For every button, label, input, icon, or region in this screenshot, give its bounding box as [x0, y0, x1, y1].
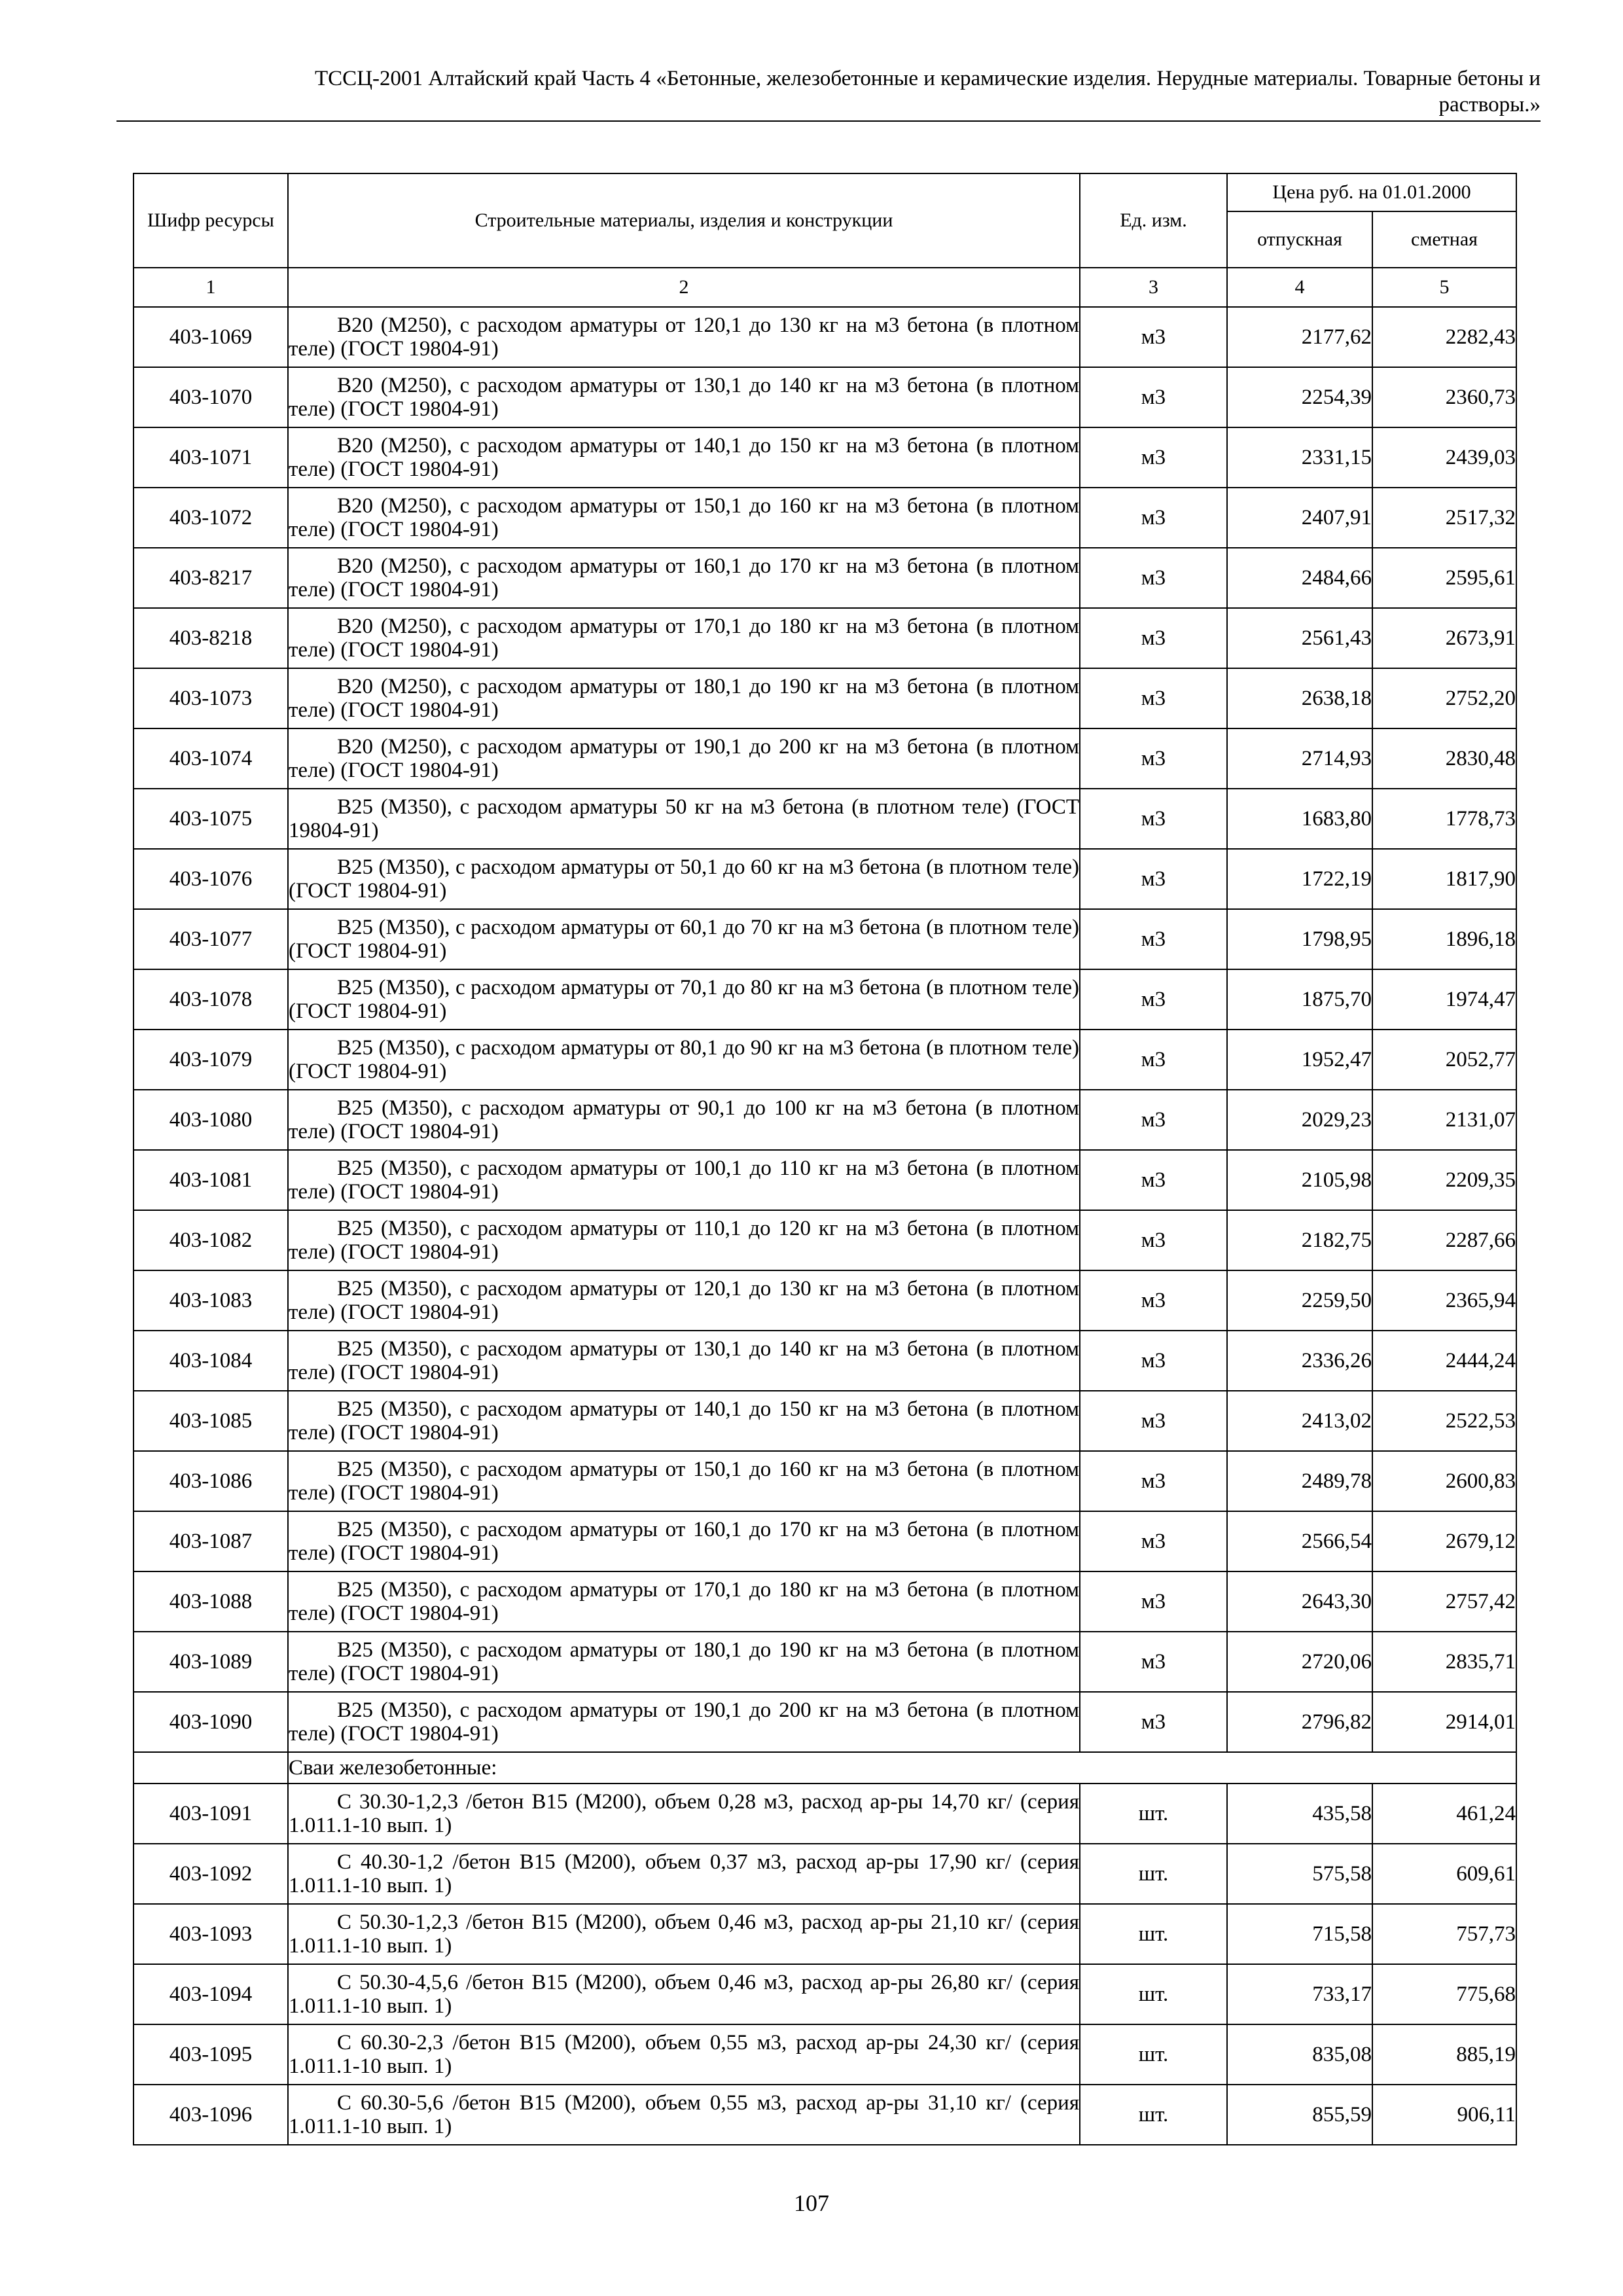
release-price: 2259,50 [1227, 1270, 1372, 1331]
resource-code: 403-1084 [134, 1331, 288, 1391]
concrete-rows [134, 307, 1516, 1752]
table-header [134, 173, 1516, 307]
release-price: 855,59 [1227, 2085, 1372, 2145]
table-row [134, 1784, 1516, 1844]
table-row [134, 427, 1516, 488]
release-price: 2407,91 [1227, 488, 1372, 548]
page-number: 107 [794, 2190, 829, 2216]
release-price: 435,58 [1227, 1784, 1372, 1844]
resource-code: 403-1096 [134, 2085, 288, 2145]
estimate-price: 2287,66 [1372, 1210, 1516, 1270]
table-row [134, 1904, 1516, 1964]
resource-code: 403-1088 [134, 1571, 288, 1632]
unit-cell: м3 [1080, 728, 1227, 789]
resource-code: 403-8218 [134, 608, 288, 668]
table-row [134, 1391, 1516, 1451]
resource-code: 403-1080 [134, 1090, 288, 1150]
release-price: 2566,54 [1227, 1511, 1372, 1571]
release-price: 2177,62 [1227, 307, 1372, 367]
material-description: В20 (М250), с расходом арматуры от 180,1 до 190 кг на м3 бетона (в плотном теле) (ГОСТ 19804-91) [288, 668, 1080, 728]
column-number: 4 [1227, 268, 1372, 307]
resource-code: 403-1076 [134, 849, 288, 909]
release-price: 1722,19 [1227, 849, 1372, 909]
table-row [134, 2085, 1516, 2145]
estimate-price: 2444,24 [1372, 1331, 1516, 1391]
release-price: 1952,47 [1227, 1030, 1372, 1090]
unit-cell: м3 [1080, 307, 1227, 367]
material-description: В20 (М250), с расходом арматуры от 120,1 до 130 кг на м3 бетона (в плотном теле) (ГОСТ 19804-91) [288, 307, 1080, 367]
estimate-price: 2679,12 [1372, 1511, 1516, 1571]
material-description: С 50.30-1,2,3 /бетон В15 (М200), объем 0,46 м3, расход ар-ры 21,10 кг/ (серия 1.011.1-10 вып. 1) [288, 1904, 1080, 1964]
material-description: В25 (М350), с расходом арматуры 50 кг на м3 бетона (в плотном теле) (ГОСТ 19804-91) [288, 789, 1080, 849]
material-description: В25 (М350), с расходом арматуры от 130,1 до 140 кг на м3 бетона (в плотном теле) (ГОСТ 19804-91) [288, 1331, 1080, 1391]
unit-cell: м3 [1080, 1090, 1227, 1150]
release-price: 1683,80 [1227, 789, 1372, 849]
estimate-price: 885,19 [1372, 2024, 1516, 2085]
estimate-price: 2439,03 [1372, 427, 1516, 488]
table-row [134, 307, 1516, 367]
unit-cell: шт. [1080, 1964, 1227, 2024]
unit-cell: м3 [1080, 1150, 1227, 1210]
unit-cell: м3 [1080, 1030, 1227, 1090]
table-row [134, 1270, 1516, 1331]
material-description: В25 (М350), с расходом арматуры от 150,1 до 160 кг на м3 бетона (в плотном теле) (ГОСТ 19804-91) [288, 1451, 1080, 1511]
table-row [134, 969, 1516, 1030]
material-description: С 50.30-4,5,6 /бетон В15 (М200), объем 0,46 м3, расход ар-ры 26,80 кг/ (серия 1.011.1-10 вып. 1) [288, 1964, 1080, 2024]
unit-cell: м3 [1080, 849, 1227, 909]
header-line-1: ТССЦ-2001 Алтайский край Часть 4 «Бетонные, железобетонные и керамические изделия. Нерудные материалы. Товарные бетоны и [315, 67, 1541, 90]
table-row [134, 1632, 1516, 1692]
release-price: 715,58 [1227, 1904, 1372, 1964]
resource-code: 403-1095 [134, 2024, 288, 2085]
unit-cell: м3 [1080, 1632, 1227, 1692]
estimate-price: 1817,90 [1372, 849, 1516, 909]
material-description: В25 (М350), с расходом арматуры от 60,1 до 70 кг на м3 бетона (в плотном теле) (ГОСТ 19804-91) [288, 909, 1080, 969]
material-description: С 60.30-2,3 /бетон В15 (М200), объем 0,55 м3, расход ар-ры 24,30 кг/ (серия 1.011.1-10 вып. 1) [288, 2024, 1080, 2085]
section-empty-cell [134, 1752, 288, 1784]
resource-code: 403-1089 [134, 1632, 288, 1692]
material-description: В20 (М250), с расходом арматуры от 130,1 до 140 кг на м3 бетона (в плотном теле) (ГОСТ 19804-91) [288, 367, 1080, 427]
unit-cell: м3 [1080, 1511, 1227, 1571]
estimate-price: 2131,07 [1372, 1090, 1516, 1150]
estimate-price: 609,61 [1372, 1844, 1516, 1904]
estimate-price: 757,73 [1372, 1904, 1516, 1964]
price-table [133, 173, 1517, 2145]
release-price: 1798,95 [1227, 909, 1372, 969]
resource-code: 403-1079 [134, 1030, 288, 1090]
header-code: Шифр ресурсы [134, 173, 288, 268]
table-row [134, 1692, 1516, 1752]
estimate-price: 2752,20 [1372, 668, 1516, 728]
unit-cell: шт. [1080, 2085, 1227, 2145]
table-row [134, 2024, 1516, 2085]
unit-cell: шт. [1080, 1844, 1227, 1904]
table-row [134, 728, 1516, 789]
resource-code: 403-1082 [134, 1210, 288, 1270]
release-price: 2796,82 [1227, 1692, 1372, 1752]
column-number: 2 [288, 268, 1080, 307]
unit-cell: м3 [1080, 488, 1227, 548]
release-price: 2413,02 [1227, 1391, 1372, 1451]
material-description: В20 (М250), с расходом арматуры от 170,1 до 180 кг на м3 бетона (в плотном теле) (ГОСТ 19804-91) [288, 608, 1080, 668]
resource-code: 403-1087 [134, 1511, 288, 1571]
estimate-price: 906,11 [1372, 2085, 1516, 2145]
material-description: В25 (М350), с расходом арматуры от 50,1 до 60 кг на м3 бетона (в плотном теле) (ГОСТ 19804-91) [288, 849, 1080, 909]
release-price: 1875,70 [1227, 969, 1372, 1030]
resource-code: 403-1081 [134, 1150, 288, 1210]
release-price: 2714,93 [1227, 728, 1372, 789]
material-description: В25 (М350), с расходом арматуры от 100,1 до 110 кг на м3 бетона (в плотном теле) (ГОСТ 19804-91) [288, 1150, 1080, 1210]
resource-code: 403-1091 [134, 1784, 288, 1844]
table-row [134, 668, 1516, 728]
table-row [134, 548, 1516, 608]
page-header [116, 65, 1541, 118]
table-row [134, 1150, 1516, 1210]
material-description: В25 (М350), с расходом арматуры от 180,1 до 190 кг на м3 бетона (в плотном теле) (ГОСТ 19804-91) [288, 1632, 1080, 1692]
material-description: В25 (М350), с расходом арматуры от 70,1 до 80 кг на м3 бетона (в плотном теле) (ГОСТ 19804-91) [288, 969, 1080, 1030]
material-description: С 40.30-1,2 /бетон В15 (М200), объем 0,37 м3, расход ар-ры 17,90 кг/ (серия 1.011.1-10 вып. 1) [288, 1844, 1080, 1904]
release-price: 2105,98 [1227, 1150, 1372, 1210]
release-price: 2489,78 [1227, 1451, 1372, 1511]
unit-cell: м3 [1080, 608, 1227, 668]
unit-cell: м3 [1080, 427, 1227, 488]
material-description: В25 (М350), с расходом арматуры от 160,1 до 170 кг на м3 бетона (в плотном теле) (ГОСТ 19804-91) [288, 1511, 1080, 1571]
estimate-price: 2517,32 [1372, 488, 1516, 548]
header-release-price: отпускная [1227, 211, 1372, 268]
estimate-price: 2365,94 [1372, 1270, 1516, 1331]
resource-code: 403-1093 [134, 1904, 288, 1964]
table-row [134, 1844, 1516, 1904]
header-divider [116, 120, 1541, 122]
resource-code: 403-1071 [134, 427, 288, 488]
material-description: В25 (М350), с расходом арматуры от 120,1 до 130 кг на м3 бетона (в плотном теле) (ГОСТ 19804-91) [288, 1270, 1080, 1331]
material-description: В20 (М250), с расходом арматуры от 160,1 до 170 кг на м3 бетона (в плотном теле) (ГОСТ 19804-91) [288, 548, 1080, 608]
estimate-price: 2673,91 [1372, 608, 1516, 668]
column-number: 5 [1372, 268, 1516, 307]
estimate-price: 2757,42 [1372, 1571, 1516, 1632]
resource-code: 403-1077 [134, 909, 288, 969]
release-price: 2336,26 [1227, 1331, 1372, 1391]
resource-code: 403-1083 [134, 1270, 288, 1331]
material-description: В25 (М350), с расходом арматуры от 90,1 до 100 кг на м3 бетона (в плотном теле) (ГОСТ 19804-91) [288, 1090, 1080, 1150]
estimate-price: 2360,73 [1372, 367, 1516, 427]
release-price: 2561,43 [1227, 608, 1372, 668]
table-row [134, 1511, 1516, 1571]
resource-code: 403-8217 [134, 548, 288, 608]
table-row [134, 488, 1516, 548]
release-price: 2182,75 [1227, 1210, 1372, 1270]
material-description: С 30.30-1,2,3 /бетон В15 (М200), объем 0,28 м3, расход ар-ры 14,70 кг/ (серия 1.011.1-10 вып. 1) [288, 1784, 1080, 1844]
unit-cell: м3 [1080, 1331, 1227, 1391]
release-price: 575,58 [1227, 1844, 1372, 1904]
table-row [134, 909, 1516, 969]
estimate-price: 461,24 [1372, 1784, 1516, 1844]
unit-cell: м3 [1080, 1692, 1227, 1752]
column-number: 1 [134, 268, 288, 307]
resource-code: 403-1072 [134, 488, 288, 548]
material-description: В25 (М350), с расходом арматуры от 170,1 до 180 кг на м3 бетона (в плотном теле) (ГОСТ 19804-91) [288, 1571, 1080, 1632]
table-row [134, 1964, 1516, 2024]
table-row [134, 849, 1516, 909]
header-price: Цена руб. на 01.01.2000 [1227, 173, 1516, 211]
column-number-row [134, 268, 1516, 307]
release-price: 2643,30 [1227, 1571, 1372, 1632]
estimate-price: 775,68 [1372, 1964, 1516, 2024]
material-description: В25 (М350), с расходом арматуры от 140,1 до 150 кг на м3 бетона (в плотном теле) (ГОСТ 19804-91) [288, 1391, 1080, 1451]
resource-code: 403-1086 [134, 1451, 288, 1511]
column-number: 3 [1080, 268, 1227, 307]
table-row [134, 1030, 1516, 1090]
piles-rows [134, 1784, 1516, 2145]
section-row [134, 1752, 1516, 1784]
table-row [134, 789, 1516, 849]
unit-cell: м3 [1080, 1210, 1227, 1270]
material-description: В20 (М250), с расходом арматуры от 150,1 до 160 кг на м3 бетона (в плотном теле) (ГОСТ 19804-91) [288, 488, 1080, 548]
estimate-price: 2835,71 [1372, 1632, 1516, 1692]
table-row [134, 1331, 1516, 1391]
estimate-price: 2209,35 [1372, 1150, 1516, 1210]
material-description: В20 (М250), с расходом арматуры от 140,1 до 150 кг на м3 бетона (в плотном теле) (ГОСТ 19804-91) [288, 427, 1080, 488]
estimate-price: 1974,47 [1372, 969, 1516, 1030]
unit-cell: м3 [1080, 969, 1227, 1030]
section-title: Сваи железобетонные: [288, 1752, 1516, 1784]
unit-cell: м3 [1080, 1270, 1227, 1331]
estimate-price: 1896,18 [1372, 909, 1516, 969]
header-unit: Ед. изм. [1080, 173, 1227, 268]
resource-code: 403-1069 [134, 307, 288, 367]
table-row [134, 608, 1516, 668]
unit-cell: м3 [1080, 789, 1227, 849]
table-row [134, 1451, 1516, 1511]
resource-code: 403-1092 [134, 1844, 288, 1904]
header-estimate-price: сметная [1372, 211, 1516, 268]
release-price: 2638,18 [1227, 668, 1372, 728]
unit-cell: м3 [1080, 1391, 1227, 1451]
material-description: В20 (М250), с расходом арматуры от 190,1 до 200 кг на м3 бетона (в плотном теле) (ГОСТ 19804-91) [288, 728, 1080, 789]
estimate-price: 2595,61 [1372, 548, 1516, 608]
section-block [134, 1752, 1516, 1784]
resource-code: 403-1074 [134, 728, 288, 789]
unit-cell: м3 [1080, 1451, 1227, 1511]
resource-code: 403-1073 [134, 668, 288, 728]
unit-cell: м3 [1080, 548, 1227, 608]
table-row [134, 1571, 1516, 1632]
estimate-price: 2600,83 [1372, 1451, 1516, 1511]
estimate-price: 2914,01 [1372, 1692, 1516, 1752]
table-row [134, 1090, 1516, 1150]
table-row [134, 1210, 1516, 1270]
resource-code: 403-1090 [134, 1692, 288, 1752]
estimate-price: 1778,73 [1372, 789, 1516, 849]
unit-cell: шт. [1080, 1904, 1227, 1964]
table-row [134, 367, 1516, 427]
material-description: В25 (М350), с расходом арматуры от 80,1 до 90 кг на м3 бетона (в плотном теле) (ГОСТ 19804-91) [288, 1030, 1080, 1090]
resource-code: 403-1094 [134, 1964, 288, 2024]
unit-cell: м3 [1080, 909, 1227, 969]
release-price: 733,17 [1227, 1964, 1372, 2024]
resource-code: 403-1085 [134, 1391, 288, 1451]
resource-code: 403-1075 [134, 789, 288, 849]
release-price: 2254,39 [1227, 367, 1372, 427]
unit-cell: м3 [1080, 1571, 1227, 1632]
material-description: В25 (М350), с расходом арматуры от 190,1 до 200 кг на м3 бетона (в плотном теле) (ГОСТ 19804-91) [288, 1692, 1080, 1752]
material-description: В25 (М350), с расходом арматуры от 110,1 до 120 кг на м3 бетона (в плотном теле) (ГОСТ 19804-91) [288, 1210, 1080, 1270]
header-description: Строительные материалы, изделия и конструкции [288, 173, 1080, 268]
estimate-price: 2052,77 [1372, 1030, 1516, 1090]
release-price: 835,08 [1227, 2024, 1372, 2085]
release-price: 2720,06 [1227, 1632, 1372, 1692]
release-price: 2029,23 [1227, 1090, 1372, 1150]
release-price: 2484,66 [1227, 548, 1372, 608]
resource-code: 403-1078 [134, 969, 288, 1030]
estimate-price: 2522,53 [1372, 1391, 1516, 1451]
unit-cell: шт. [1080, 2024, 1227, 2085]
estimate-price: 2830,48 [1372, 728, 1516, 789]
unit-cell: шт. [1080, 1784, 1227, 1844]
estimate-price: 2282,43 [1372, 307, 1516, 367]
unit-cell: м3 [1080, 367, 1227, 427]
release-price: 2331,15 [1227, 427, 1372, 488]
material-description: С 60.30-5,6 /бетон В15 (М200), объем 0,55 м3, расход ар-ры 31,10 кг/ (серия 1.011.1-10 вып. 1) [288, 2085, 1080, 2145]
header-line-2: растворы.» [1438, 93, 1541, 117]
unit-cell: м3 [1080, 668, 1227, 728]
resource-code: 403-1070 [134, 367, 288, 427]
